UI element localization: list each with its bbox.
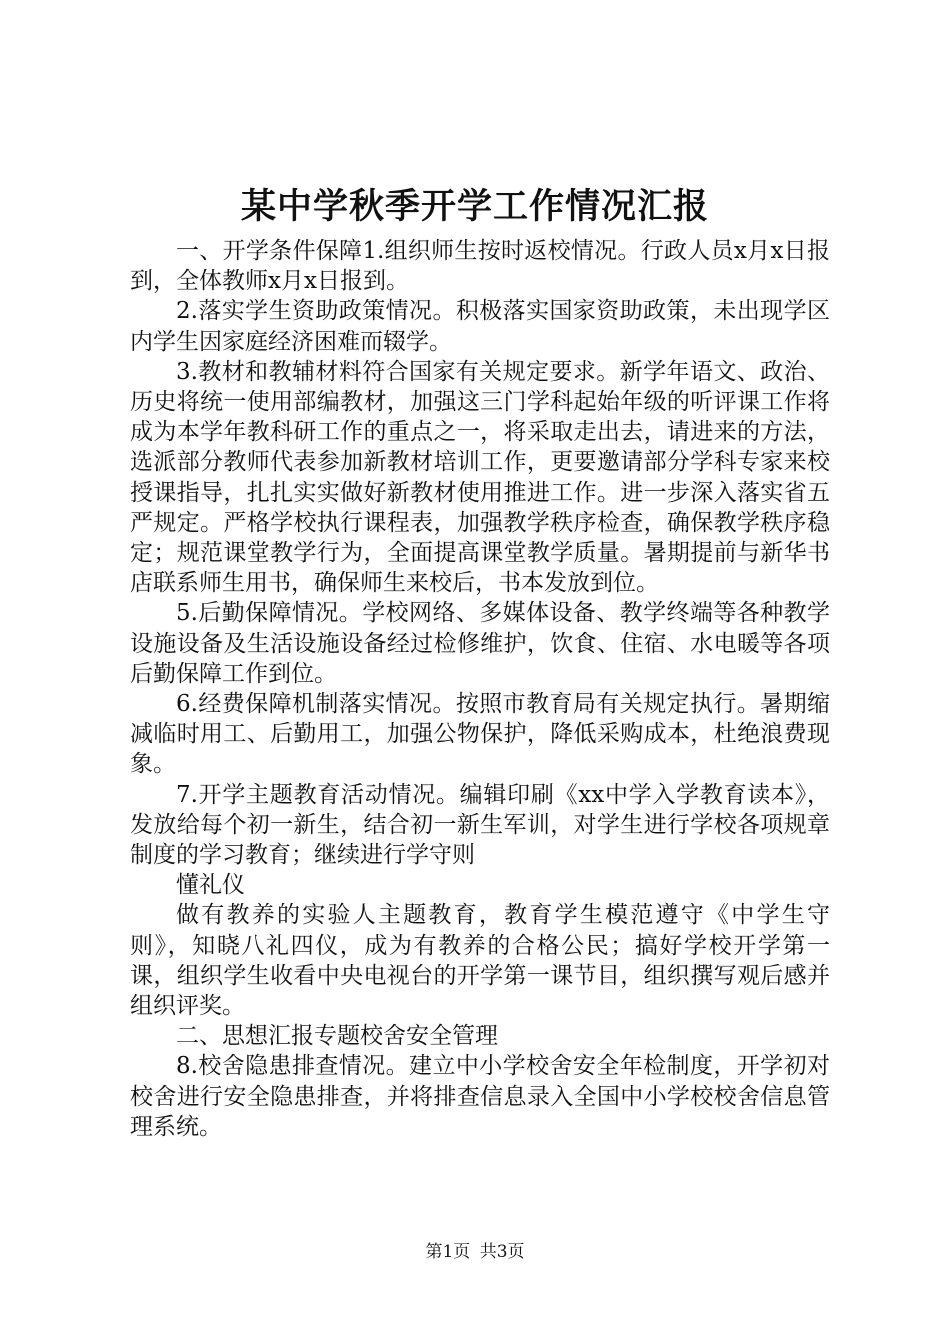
paragraph-5: 5.后勤保障情况。学校网络、多媒体设备、教学终端等各种教学设施设备及生活设施设备经过检修维护，饮食、住宿、水电暖等各项后勤保障工作到位。	[130, 600, 830, 687]
paragraph-2: 2.落实学生资助政策情况。积极落实国家资助政策，未出现学区内学生因家庭经济困难而辍学。	[130, 298, 830, 355]
page-total: 共3页	[479, 1242, 525, 1262]
paragraph-etiquette: 懂礼仪	[176, 872, 245, 899]
paragraph-education: 做有教养的实验人主题教育，教育学生模范遵守《中学生守则》，知晓八礼四仪，成为有教养的合格公民；搞好学校开学第一课，组织学生收看中央电视台的开学第一课节目，组织撰写观后感并组织评奖。	[130, 902, 830, 1020]
page-number: 第1页	[425, 1242, 471, 1262]
paragraph-7: 7.开学主题教育活动情况。编辑印刷《xx中学入学教育读本》，发放给每个初一新生，结合初一新生军训，对学生进行学校各项规章制度的学习教育；继续进行学守则	[130, 781, 830, 869]
page-footer	[0, 1240, 950, 1264]
paragraph-3: 3.教材和教辅材料符合国家有关规定要求。新学年语文、政治、历史将统一使用部编教材，加强这三门学科起始年级的听评课工作将成为本学年教科研工作的重点之一，将采取走出去，请进来的方法，选派部分教师代表参加新教材培训工作，更要邀请部分学科专家来校授课指导，扎扎实实做好新教材使用推进工作。进一步深入落实省五严规定。严格学校执行课程表，加强教学秩序检查，确保教学秩序稳定；规范课堂教学行为，全面提高课堂教学质量。暑期提前与新华书店联系师生用书，确保师生来校后，书本发放到位。	[130, 358, 830, 597]
paragraph-1: 一、开学条件保障1.组织师生按时返校情况。行政人员x月x日报到，全体教师x月x日报到。	[130, 238, 830, 295]
section-heading-2: 二、思想汇报专题校舍安全管理	[176, 1023, 498, 1050]
document-body	[130, 236, 830, 1142]
paragraph-8: 8.校舍隐患排查情况。建立中小学校舍安全年检制度，开学初对校舍进行安全隐患排查，并将排查信息录入全国中小学校校舍信息管理系统。	[130, 1053, 830, 1140]
document-title: 某中学秋季开学工作情况汇报	[240, 186, 709, 227]
paragraph-6: 6.经费保障机制落实情况。按照市教育局有关规定执行。暑期缩减临时用工、后勤用工，加强公物保护，降低采购成本，杜绝浪费现象。	[130, 691, 830, 778]
